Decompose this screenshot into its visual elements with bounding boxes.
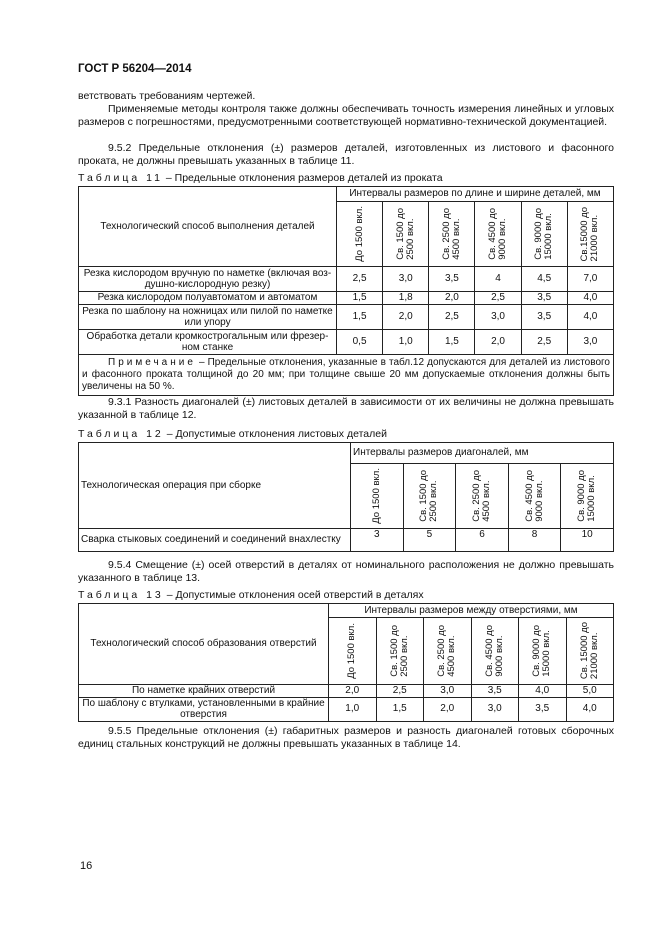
- cell: 4,0: [566, 697, 614, 721]
- cell: 3,5: [471, 685, 519, 698]
- column-header: Св. 1500 до 2500 вкл.: [394, 208, 416, 260]
- cell: 7,0: [567, 267, 613, 292]
- column-header: До 1500 вкл.: [353, 206, 365, 262]
- cell: 5: [403, 529, 456, 552]
- cell: 2,5: [521, 330, 567, 355]
- cell: 6: [456, 529, 509, 552]
- cell: 1,0: [383, 330, 429, 355]
- row-label: Резка по шаблону на ножницах или пилой по наметке или упору: [79, 305, 337, 330]
- cell: 1,0: [329, 697, 377, 721]
- table-row: [79, 305, 614, 330]
- table-row: [79, 267, 614, 292]
- cell: 3,5: [521, 305, 567, 330]
- cell: 1,5: [429, 330, 475, 355]
- cell: 2,5: [337, 267, 383, 292]
- cell: 3,0: [567, 330, 613, 355]
- cell: 4,0: [567, 292, 613, 305]
- column-header: Св. 9000 до 15000 вкл.: [576, 470, 598, 522]
- cell: 1,5: [376, 697, 424, 721]
- column-header: До 1500 вкл.: [370, 468, 382, 524]
- column-header: Св. 1500 до 2500 вкл.: [418, 470, 440, 522]
- document-header: ГОСТ Р 56204—2014: [78, 63, 192, 75]
- table-label: Таблица 12: [78, 428, 164, 440]
- row-label: По наметке крайних отверстий: [79, 685, 329, 698]
- column-header: Св. 15000 до 21000 вкл.: [578, 622, 600, 680]
- cell: 10: [561, 529, 614, 552]
- cell: 3,0: [471, 697, 519, 721]
- table-title: – Предельные отклонения размеров деталей из проката: [163, 172, 443, 184]
- cell: 3,0: [475, 305, 521, 330]
- cell: 2,0: [329, 685, 377, 698]
- note-text: – Предельные отклонения, указанные в табл.12 допускаются для деталей из листового и фасонного проката толщиной до 20 мм; при толщине свыше 20 мм допускаемые отклонения должны быть увеличены на 50 %.: [82, 357, 610, 392]
- cell: 3,5: [429, 267, 475, 292]
- cell: 0,5: [337, 330, 383, 355]
- cell: 1,5: [337, 292, 383, 305]
- column-header: Св. 4500 до 9000 вкл.: [487, 208, 509, 260]
- table-11: [78, 186, 614, 396]
- cell: 3,0: [424, 685, 472, 698]
- table-13: [78, 603, 614, 722]
- table-header-group: Интервалы размеров по длине и ширине деталей, мм: [337, 187, 614, 202]
- page-number: 16: [80, 860, 93, 872]
- column-header: Св. 1500 до 2500 вкл.: [388, 625, 410, 677]
- table-row: [79, 292, 614, 305]
- paragraph: 9.5.5 Предельные отклонения (±) габаритных размеров и разность диагоналей готовых сборочных единиц стальных конструкций не должны превышать указанных в таблице 14.: [78, 725, 614, 750]
- table-header-group: Интервалы размеров между отверстиями, мм: [329, 604, 614, 618]
- table-row: [79, 529, 614, 552]
- cell: 2,5: [475, 292, 521, 305]
- cell: 1,5: [337, 305, 383, 330]
- table-label: Таблица 11: [78, 172, 163, 184]
- cell: 3,5: [519, 697, 567, 721]
- cell: 4: [475, 267, 521, 292]
- table-title: – Допустимые отклонения листовых деталей: [163, 428, 387, 440]
- cell: 3,0: [383, 267, 429, 292]
- cell: 4,5: [521, 267, 567, 292]
- paragraph: 9.5.4 Смещение (±) осей отверстий в деталях от номинального расположения не должно превышать указанного в таблице 13.: [78, 559, 614, 584]
- table-title: – Допустимые отклонения осей отверстий в деталях: [163, 589, 424, 601]
- column-header: Св. 2500 до 4500 вкл.: [470, 470, 492, 522]
- paragraph: Применяемые методы контроля также должны обеспечивать точность измерения линейных и угловых размеров с погрешностями, предусмотренными соответствующей нормативно-технической документацией.: [78, 103, 614, 128]
- table-row: [79, 685, 614, 698]
- paragraph: 9.3.1 Разность диагоналей (±) листовых деталей в зависимости от их величины не должна превышать указанной в таблице 12.: [78, 396, 614, 421]
- paragraph: 9.5.2 Предельные отклонения (±) размеров деталей, изготовленных из листового и фасонного проката, не должны превышать указанных в таблице 11.: [78, 142, 614, 167]
- table-header-group: Интервалы размеров диагоналей, мм: [351, 443, 614, 464]
- table-11-caption: [78, 172, 443, 184]
- cell: 2,0: [429, 292, 475, 305]
- cell: 2,0: [475, 330, 521, 355]
- table-header-operation: Технологическая операция при сборке: [79, 443, 351, 529]
- row-label: По шаблону с втулками, установленными в крайние отверстия: [79, 697, 329, 721]
- cell: 2,5: [429, 305, 475, 330]
- column-header: Св. 9000 до 15000 вкл.: [533, 208, 555, 260]
- paragraph: ветствовать требованиям чертежей.: [78, 90, 256, 102]
- table-header-method: Технологический способ образования отверстий: [79, 604, 329, 685]
- column-header: Св. 4500 до 9000 вкл.: [523, 470, 545, 522]
- cell: 5,0: [566, 685, 614, 698]
- cell: 2,0: [424, 697, 472, 721]
- cell: 1,8: [383, 292, 429, 305]
- column-header: Св. 4500 до 9000 вкл.: [483, 625, 505, 677]
- row-label: Резка кислородом полуавтоматом и автоматом: [79, 292, 337, 305]
- table-12-caption: [78, 428, 387, 440]
- cell: 8: [508, 529, 561, 552]
- row-label: Обработка детали кромкострогальным или фрезерном станке: [79, 330, 337, 355]
- cell: 4,0: [567, 305, 613, 330]
- row-label: Сварка стыковых соединений и соединений внахлестку: [79, 529, 351, 552]
- table-note: [79, 355, 614, 396]
- column-header: Св. 2500 до 4500 вкл.: [436, 625, 458, 677]
- column-header: Св. 9000 до 15000 вкл.: [531, 625, 553, 677]
- column-header: До 1500 вкл.: [346, 623, 358, 679]
- column-header: Св.15000 до 21000 вкл.: [579, 206, 601, 262]
- cell: 2,5: [376, 685, 424, 698]
- cell: 2,0: [383, 305, 429, 330]
- table-12: [78, 442, 614, 552]
- table-13-caption: [78, 589, 424, 601]
- note-label: Примечание: [108, 357, 196, 368]
- column-header: Св. 2500 до 4500 вкл.: [440, 208, 462, 260]
- cell: 4,0: [519, 685, 567, 698]
- table-row: [79, 330, 614, 355]
- row-label: Резка кислородом вручную по наметке (включая воздушно-кислородную резку): [79, 267, 337, 292]
- table-row: [79, 697, 614, 721]
- table-header-method: Технологический способ выполнения деталей: [79, 187, 337, 267]
- cell: 3,5: [521, 292, 567, 305]
- cell: 3: [351, 529, 404, 552]
- table-label: Таблица 13: [78, 589, 164, 601]
